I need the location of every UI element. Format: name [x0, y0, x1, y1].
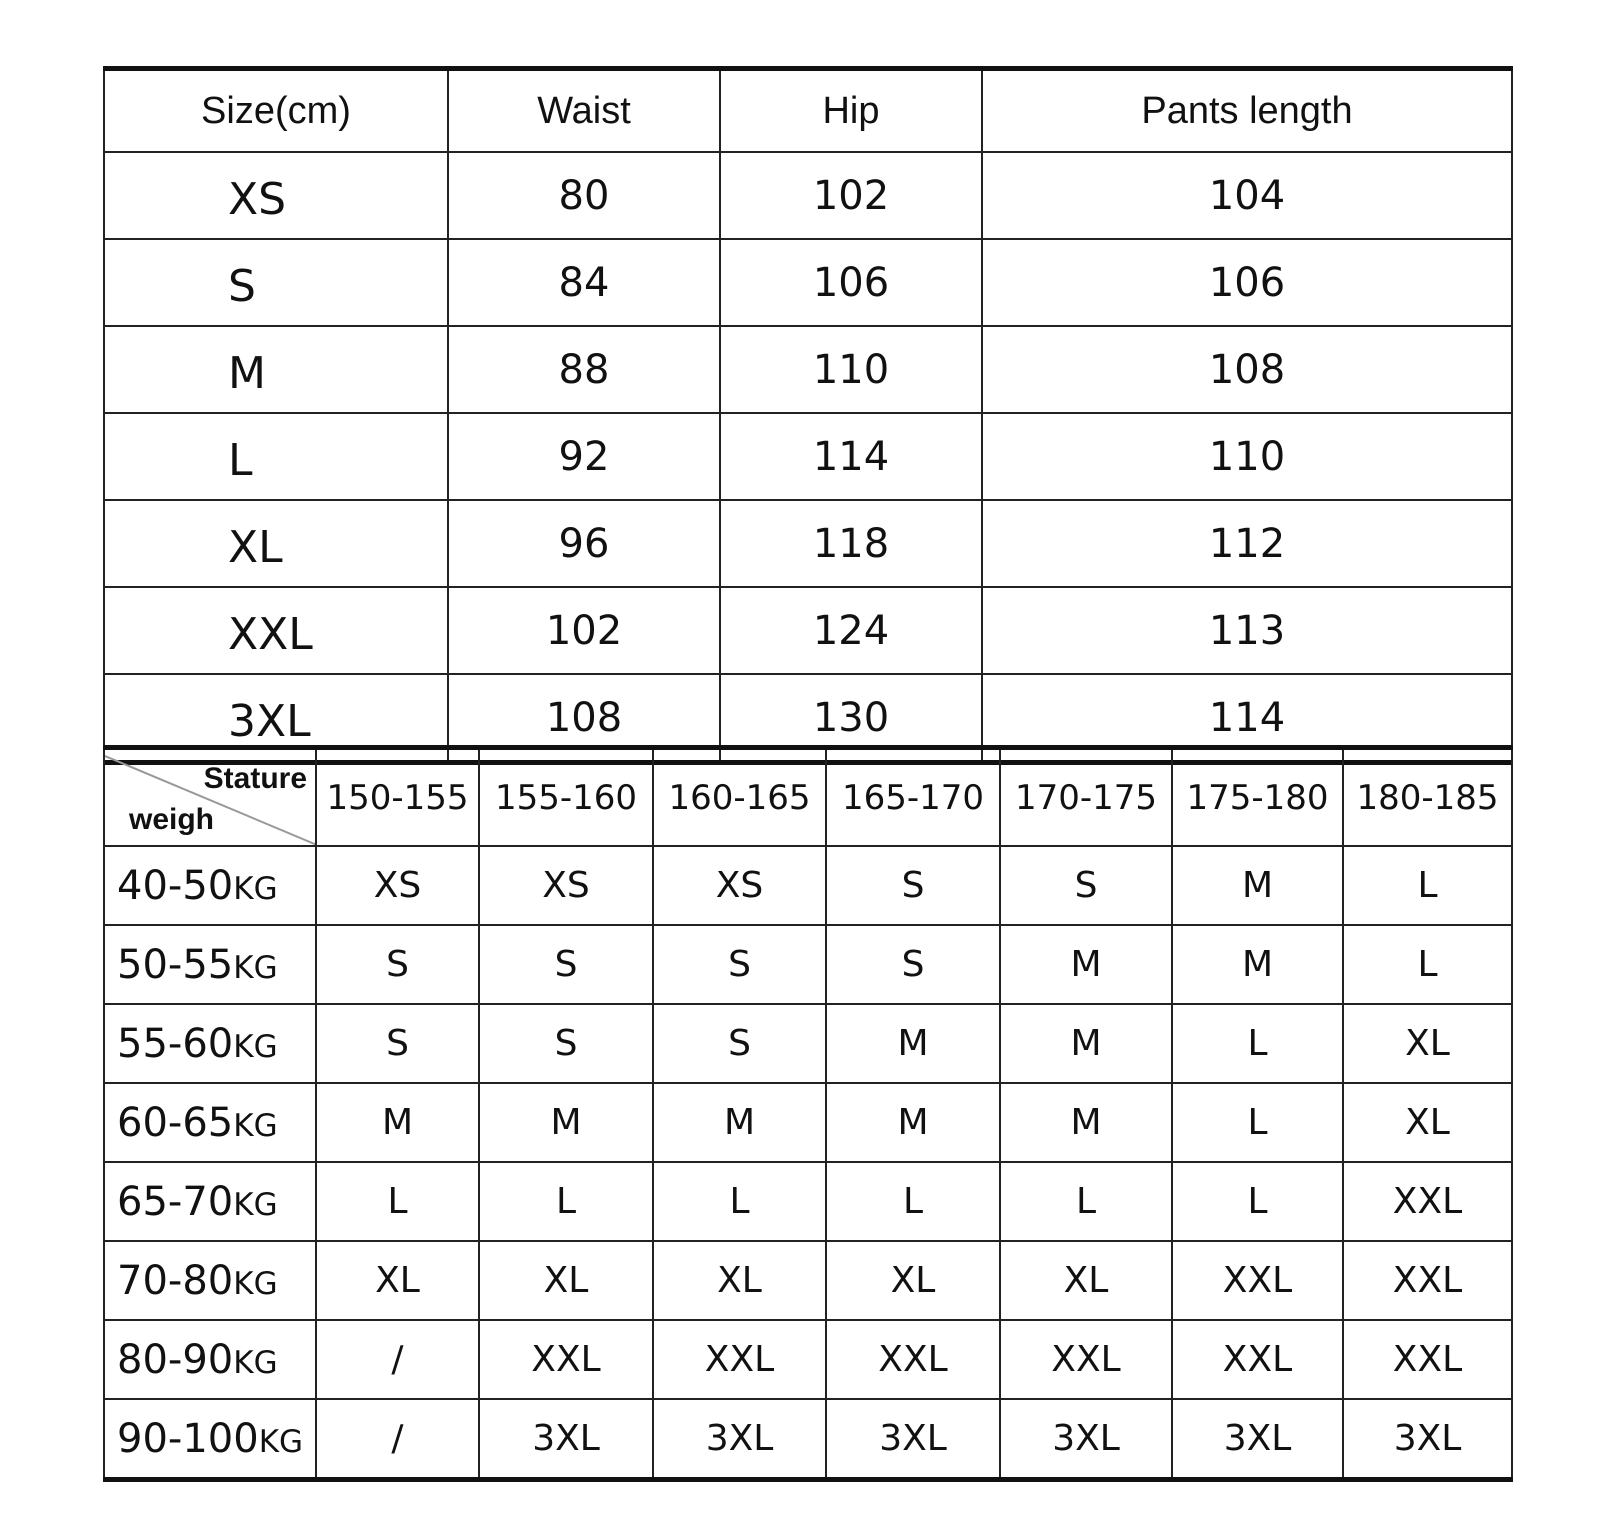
recommended-size: M: [653, 1083, 826, 1162]
size-label: XXL: [104, 587, 448, 674]
corner-header: [104, 748, 316, 847]
height-range-header: 165-170: [826, 748, 1000, 847]
recommended-size: XL: [479, 1241, 653, 1320]
weight-unit: KG: [233, 949, 278, 986]
recommended-size: M: [826, 1004, 1000, 1083]
recommended-size: L: [1000, 1162, 1172, 1241]
table-row: [104, 925, 1512, 1004]
height-range-header: 175-180: [1172, 748, 1343, 847]
recommended-size: XL: [1000, 1241, 1172, 1320]
recommended-size: XXL: [1000, 1320, 1172, 1399]
weight-range-label: [104, 1162, 316, 1241]
weight-unit: KG: [233, 1186, 278, 1223]
recommended-size: 3XL: [653, 1399, 826, 1480]
stature-label: Stature: [203, 762, 307, 795]
weight-range-value: 90-100: [117, 1415, 259, 1462]
size-label: L: [104, 413, 448, 500]
recommended-size: L: [479, 1162, 653, 1241]
table-row: [104, 1004, 1512, 1083]
height-range-header: 180-185: [1343, 748, 1512, 847]
header-size: Size(cm): [104, 69, 448, 153]
hip-value: 106: [720, 239, 982, 326]
hip-value: 118: [720, 500, 982, 587]
recommended-size: 3XL: [1172, 1399, 1343, 1480]
weigh-label: weigh: [129, 803, 215, 836]
recommended-size: M: [1172, 846, 1343, 925]
weight-range-label: [104, 1241, 316, 1320]
waist-value: 96: [448, 500, 720, 587]
size-chart-table: [103, 66, 1513, 765]
recommended-size: S: [479, 925, 653, 1004]
hip-value: 102: [720, 152, 982, 239]
recommended-size: L: [1343, 925, 1512, 1004]
recommended-size: S: [479, 1004, 653, 1083]
recommended-size: XL: [1343, 1083, 1512, 1162]
recommended-size: M: [1172, 925, 1343, 1004]
table-row: [104, 1162, 1512, 1241]
size-chart-header-row: [104, 69, 1512, 153]
recommended-size: M: [316, 1083, 479, 1162]
weight-range-label: [104, 1399, 316, 1480]
recommended-size: XL: [1343, 1004, 1512, 1083]
waist-value: 102: [448, 587, 720, 674]
hip-value: 124: [720, 587, 982, 674]
pants-length-value: 112: [982, 500, 1512, 587]
recommended-size: /: [316, 1399, 479, 1480]
recommended-size: L: [1172, 1004, 1343, 1083]
weight-range-label: [104, 1004, 316, 1083]
recommended-size: XXL: [1172, 1241, 1343, 1320]
recommended-size: 3XL: [479, 1399, 653, 1480]
height-range-header: 155-160: [479, 748, 653, 847]
recommended-size: 3XL: [826, 1399, 1000, 1480]
pants-length-value: 113: [982, 587, 1512, 674]
recommended-size: M: [826, 1083, 1000, 1162]
size-label: 3XL: [104, 674, 448, 763]
table-row: [104, 152, 1512, 239]
weight-range-value: 65-70: [117, 1178, 234, 1225]
table-row: [104, 846, 1512, 925]
recommended-size: S: [316, 925, 479, 1004]
weight-range-label: [104, 1320, 316, 1399]
recommended-size: XS: [479, 846, 653, 925]
hip-value: 110: [720, 326, 982, 413]
table-row: [104, 326, 1512, 413]
size-label: M: [104, 326, 448, 413]
header-pants-length: Pants length: [982, 69, 1512, 153]
recommended-size: XS: [316, 846, 479, 925]
recommended-size: S: [316, 1004, 479, 1083]
weight-range-label: [104, 846, 316, 925]
height-range-header: 160-165: [653, 748, 826, 847]
pants-length-value: 114: [982, 674, 1512, 763]
size-label: S: [104, 239, 448, 326]
table-row: [104, 239, 1512, 326]
pants-length-value: 110: [982, 413, 1512, 500]
recommended-size: XL: [653, 1241, 826, 1320]
size-label: XL: [104, 500, 448, 587]
table-row: [104, 1241, 1512, 1320]
recommended-size: L: [316, 1162, 479, 1241]
weight-range-value: 55-60: [117, 1020, 234, 1067]
recommended-size: 3XL: [1343, 1399, 1512, 1480]
recommended-size: XXL: [1343, 1162, 1512, 1241]
recommended-size: XXL: [479, 1320, 653, 1399]
recommended-size: 3XL: [1000, 1399, 1172, 1480]
recommended-size: XXL: [1343, 1320, 1512, 1399]
size-label: XS: [104, 152, 448, 239]
weight-range-label: [104, 1083, 316, 1162]
weight-unit: KG: [233, 870, 278, 907]
recommended-size: XXL: [1343, 1241, 1512, 1320]
table-row: [104, 500, 1512, 587]
recommended-size: XXL: [826, 1320, 1000, 1399]
recommended-size: S: [653, 1004, 826, 1083]
hip-value: 114: [720, 413, 982, 500]
size-guide-header-row: [104, 748, 1512, 847]
height-range-header: 150-155: [316, 748, 479, 847]
recommended-size: XS: [653, 846, 826, 925]
weight-range-label: [104, 925, 316, 1004]
pants-length-value: 106: [982, 239, 1512, 326]
recommended-size: S: [826, 846, 1000, 925]
waist-value: 92: [448, 413, 720, 500]
recommended-size: M: [1000, 1083, 1172, 1162]
weight-range-value: 60-65: [117, 1099, 234, 1146]
header-waist: Waist: [448, 69, 720, 153]
pants-length-value: 104: [982, 152, 1512, 239]
weight-unit: KG: [258, 1423, 304, 1460]
table-row: [104, 1083, 1512, 1162]
pants-length-value: 108: [982, 326, 1512, 413]
recommended-size: L: [1172, 1162, 1343, 1241]
recommended-size: M: [479, 1083, 653, 1162]
recommended-size: /: [316, 1320, 479, 1399]
weight-range-value: 50-55: [117, 941, 234, 988]
waist-value: 88: [448, 326, 720, 413]
recommended-size: S: [826, 925, 1000, 1004]
recommended-size: M: [1000, 925, 1172, 1004]
height-range-header: 170-175: [1000, 748, 1172, 847]
header-hip: Hip: [720, 69, 982, 153]
recommended-size: XL: [826, 1241, 1000, 1320]
waist-value: 84: [448, 239, 720, 326]
size-guide-table: [103, 745, 1513, 1482]
weight-range-value: 80-90: [117, 1336, 234, 1383]
recommended-size: S: [1000, 846, 1172, 925]
table-row: [104, 413, 1512, 500]
recommended-size: M: [1000, 1004, 1172, 1083]
hip-value: 130: [720, 674, 982, 763]
recommended-size: L: [653, 1162, 826, 1241]
recommended-size: XL: [316, 1241, 479, 1320]
table-row: [104, 587, 1512, 674]
weight-unit: KG: [233, 1107, 278, 1144]
recommended-size: L: [826, 1162, 1000, 1241]
recommended-size: L: [1343, 846, 1512, 925]
waist-value: 80: [448, 152, 720, 239]
waist-value: 108: [448, 674, 720, 763]
recommended-size: XXL: [1172, 1320, 1343, 1399]
weight-unit: KG: [233, 1344, 278, 1381]
weight-range-value: 40-50: [117, 862, 234, 909]
weight-unit: KG: [233, 1265, 278, 1302]
table-row: [104, 1320, 1512, 1399]
table-row: [104, 1399, 1512, 1480]
weight-unit: KG: [233, 1028, 278, 1065]
recommended-size: XXL: [653, 1320, 826, 1399]
weight-range-value: 70-80: [117, 1257, 234, 1304]
recommended-size: L: [1172, 1083, 1343, 1162]
recommended-size: S: [653, 925, 826, 1004]
